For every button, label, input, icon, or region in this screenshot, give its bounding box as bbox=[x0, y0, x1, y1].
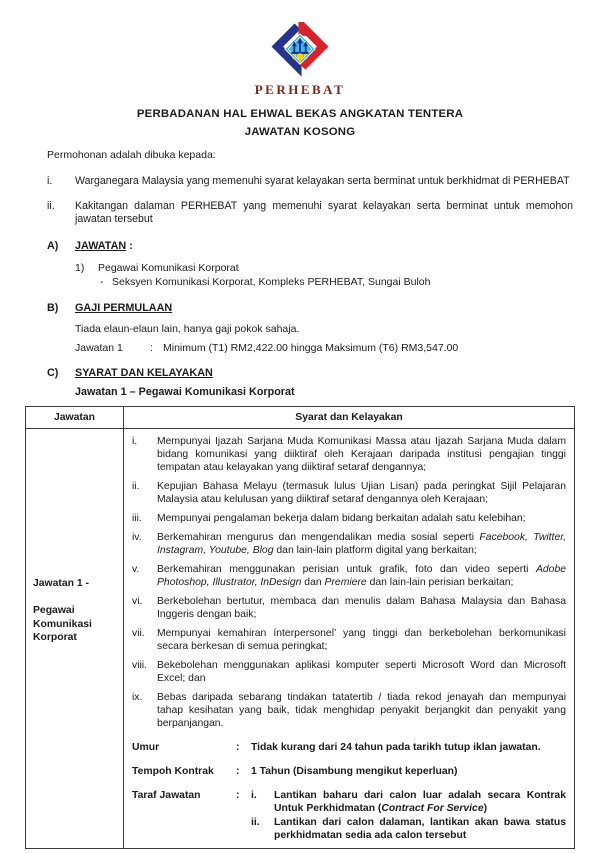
requirement-number: v. bbox=[132, 563, 140, 575]
requirement-item bbox=[132, 531, 566, 557]
requirement-text: Berkebolehan bertutur, membaca dan menulis dalam Bahasa Malaysia dan Bahasa Inggeris dengan baik; bbox=[157, 595, 566, 620]
detail-label: Umur bbox=[132, 741, 160, 753]
table-header-jawatan: Jawatan bbox=[26, 407, 124, 428]
requirement-text: Bebas daripada sebarang tindakan tatatertib / tiada rekod jenayah dan mempunyai tahap kesihatan yang baik, tidak menghidap penyakit berjangkit dan penyakit yang berpanjangan. bbox=[157, 691, 566, 729]
taraf-item-text: Lantikan baharu dari calon luar adalah secara Kontrak Untuk Perkhidmatan (Contract For Service) bbox=[274, 789, 566, 814]
taraf-item-text: Lantikan dari calon dalaman, lantikan akan bawa status perkhidmatan sedia ada calon tersebut bbox=[274, 816, 566, 841]
requirements-cell bbox=[124, 429, 574, 848]
job-title: Pegawai Komunikasi Korporat bbox=[98, 261, 239, 274]
section-c-subtitle: Jawatan 1 – Pegawai Komunikasi Korporat bbox=[75, 385, 295, 398]
list-marker: i. bbox=[47, 175, 53, 187]
detail-row-taraf-jawatan bbox=[132, 789, 566, 842]
dash-marker: - bbox=[100, 275, 104, 288]
position-cell bbox=[26, 429, 124, 848]
list-marker: ii. bbox=[47, 199, 55, 212]
position-line2: Pegawai Komunikasi Korporat bbox=[33, 605, 92, 643]
taraf-item-number: i. bbox=[251, 789, 257, 801]
requirement-text: Berkemahiran menggunakan perisian untuk grafik, foto dan video seperti Adobe Photoshop, Illustrator, InDesign dan Premiere dan lain-lain perisian berkaitan; bbox=[157, 563, 566, 588]
requirement-text: Mempunyai kemahiran ínterpersonel’ yang tinggi dan berkebolehan berkomunikasi secara berkesan di semua peringkat; bbox=[157, 627, 566, 652]
perhebat-emblem-icon bbox=[268, 22, 332, 80]
requirement-text: Mempunyai Ijazah Sarjana Muda Komunikasi Massa atau Ijazah Sarjana Muda dalam bidang komunikasi yang diiktiraf oleh Kerajaan daripada institusi pengajian tinggi tempatan atau kelayakan yang diiktiraf setaraf dengannya; bbox=[157, 435, 566, 473]
requirement-number: viii. bbox=[132, 659, 148, 671]
section-c-heading bbox=[47, 367, 575, 379]
requirement-number: i. bbox=[132, 435, 138, 447]
section-marker: B) bbox=[47, 301, 59, 314]
taraf-item-number: ii. bbox=[251, 816, 260, 828]
intro-item-text: Warganegara Malaysia yang memenuhi syarat kelayakan serta berminat untuk berkhidmat di PERHEBAT bbox=[75, 175, 570, 187]
section-marker: A) bbox=[47, 239, 59, 252]
intro-item-ii bbox=[47, 200, 573, 227]
detail-label: Taraf Jawatan bbox=[132, 789, 201, 801]
position-line1: Jawatan 1 - bbox=[33, 577, 90, 589]
salary-label: Jawatan 1 bbox=[75, 341, 123, 354]
detail-label: Tempoh Kontrak bbox=[132, 765, 214, 777]
requirement-text: Mempunyai pengalaman bekerja dalam bidang berkaitan adalah satu kelebihan; bbox=[157, 512, 526, 524]
table-body-row bbox=[26, 429, 574, 848]
detail-value bbox=[251, 789, 566, 842]
requirement-number: iv. bbox=[132, 531, 142, 543]
salary-note: Tiada elaun-elaun lain, hanya gaji pokok sahaja. bbox=[75, 322, 300, 335]
requirement-text: Bekebolehan menggunakan aplikasi komputer seperti Microsoft Word dan Microsoft Excel; dan bbox=[157, 659, 566, 684]
detail-colon: : bbox=[236, 765, 240, 777]
salary-value: Minimum (T1) RM2,422.00 hingga Maksimum (T6) RM3,547.00 bbox=[163, 341, 459, 354]
requirement-number: iii. bbox=[132, 512, 142, 524]
job-item bbox=[75, 262, 575, 275]
requirement-item bbox=[132, 595, 566, 621]
taraf-item bbox=[251, 789, 566, 815]
requirement-text: Berkemahiran mengurus dan mengendalikan media sosial seperti Facebook, Twitter, Instagram, Youtube, Blog dan lain-lain platform digital yang berkaitan; bbox=[157, 531, 566, 556]
requirement-item bbox=[132, 480, 566, 506]
requirement-text: Kepujian Bahasa Melayu (termasuk lulus Ujian Lisan) pada peringkat Sijil Pelajaran Malaysia atau kelulusan yang diiktiraf setaraf dengannya oleh Kerajaan; bbox=[157, 480, 566, 505]
section-title: JAWATAN bbox=[75, 239, 127, 252]
table-header-row bbox=[26, 407, 574, 429]
detail-colon: : bbox=[236, 789, 240, 801]
requirement-item bbox=[132, 627, 566, 653]
job-location-text: Seksyen Komunikasi Korporat, Kompleks PERHEBAT, Sungai Buloh bbox=[112, 275, 431, 288]
requirement-item bbox=[132, 691, 566, 730]
taraf-item bbox=[251, 816, 566, 842]
detail-colon: : bbox=[236, 741, 240, 753]
logo-wordmark: PERHEBAT bbox=[254, 82, 346, 97]
intro-item-i bbox=[47, 175, 573, 189]
detail-row-umur bbox=[132, 741, 566, 754]
requirements-table bbox=[25, 406, 575, 849]
job-number: 1) bbox=[75, 261, 85, 274]
salary-colon: : bbox=[150, 341, 153, 354]
section-title: SYARAT DAN KELAYAKAN bbox=[75, 366, 213, 379]
detail-row-tempoh-kontrak bbox=[132, 765, 566, 778]
perhebat-logo bbox=[0, 22, 600, 98]
salary-row bbox=[75, 342, 575, 354]
detail-value: 1 Tahun (Disambung mengikut keperluan) bbox=[251, 765, 458, 777]
document-subtitle: JAWATAN KOSONG bbox=[244, 126, 356, 138]
detail-value: Tidak kurang dari 24 tahun pada tarikh tutup iklan jawatan. bbox=[251, 741, 541, 753]
section-marker: C) bbox=[47, 366, 59, 379]
requirement-number: vii. bbox=[132, 627, 145, 639]
requirement-item bbox=[132, 563, 566, 589]
requirement-number: vi. bbox=[132, 595, 143, 607]
requirement-number: ii. bbox=[132, 480, 140, 492]
table-header-syarat: Syarat dan Kelayakan bbox=[295, 411, 403, 423]
requirement-item bbox=[132, 435, 566, 474]
job-location bbox=[100, 276, 575, 289]
section-a-heading bbox=[47, 240, 575, 252]
requirement-item bbox=[132, 659, 566, 685]
section-title-colon: : bbox=[126, 239, 133, 252]
intro-lead: Permohonan adalah dibuka kepada: bbox=[47, 149, 216, 161]
section-b-heading bbox=[47, 302, 575, 314]
intro-item-text: Kakitangan dalaman PERHEBAT yang memenuhi syarat kelayakan serta berminat untuk memohon jawatan tersebut bbox=[75, 199, 573, 225]
requirement-number: ix. bbox=[132, 691, 143, 703]
requirement-item bbox=[132, 512, 566, 525]
document-title: PERBADANAN HAL EHWAL BEKAS ANGKATAN TENTERA bbox=[136, 108, 464, 120]
section-title: GAJI PERMULAAN bbox=[75, 301, 173, 314]
